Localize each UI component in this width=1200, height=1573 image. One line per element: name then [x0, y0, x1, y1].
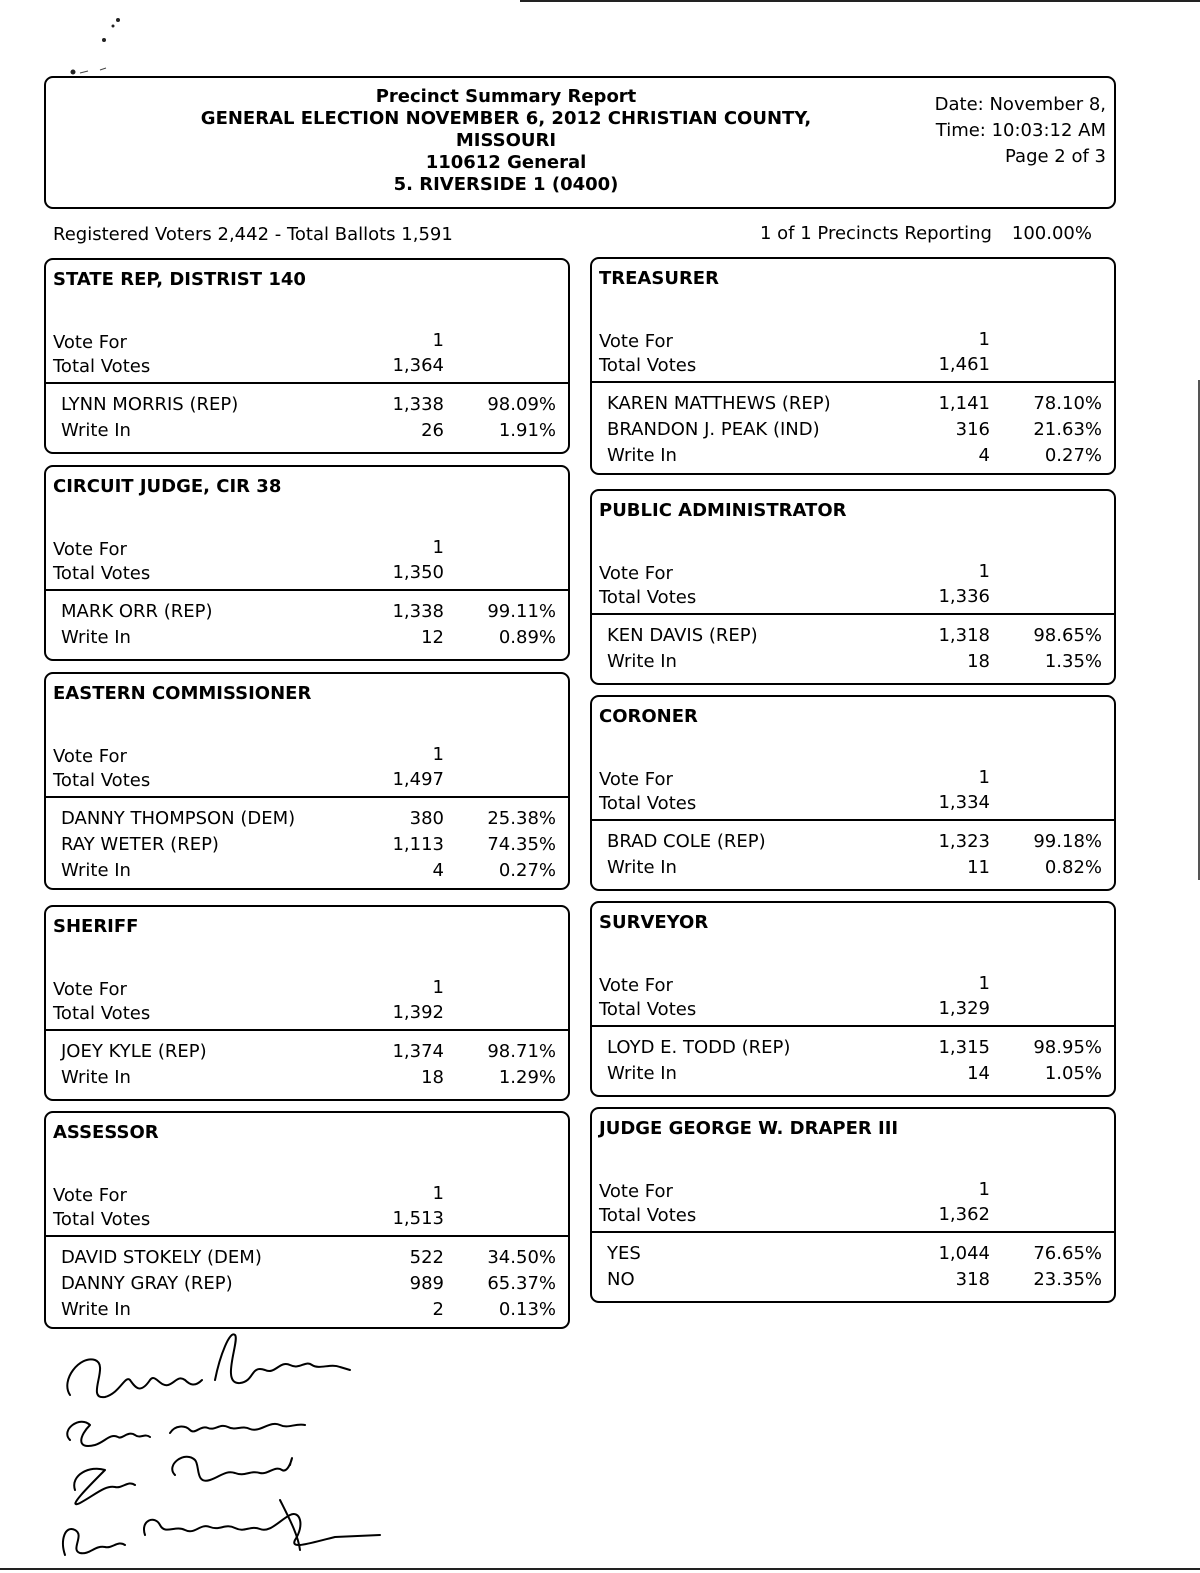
candidate-pct: 98.71%	[487, 1041, 556, 1062]
scan-edge-top	[520, 0, 1200, 2]
candidate-votes: 1,323	[938, 831, 990, 852]
total-votes-label: Total Votes	[599, 793, 697, 814]
candidate-votes: 318	[955, 1269, 990, 1290]
total-votes-label: Total Votes	[599, 1205, 697, 1226]
results-divider	[46, 796, 568, 798]
race-title: JUDGE GEORGE W. DRAPER III	[599, 1118, 899, 1139]
report-time: Time: 10:03:12 AM	[935, 120, 1106, 141]
candidate-name: Write In	[607, 651, 677, 672]
race-title: CORONER	[599, 706, 698, 727]
results-divider	[592, 381, 1114, 383]
candidate-pct: 1.35%	[1044, 651, 1102, 672]
candidate-votes: 14	[967, 1063, 990, 1084]
results-divider	[46, 382, 568, 384]
candidate-votes: 4	[978, 445, 990, 466]
total-votes-value: 1,336	[938, 586, 990, 607]
vote-for-label: Vote For	[53, 332, 127, 353]
candidate-votes: 1,141	[938, 393, 990, 414]
candidate-pct: 98.09%	[487, 394, 556, 415]
candidate-pct: 0.82%	[1044, 857, 1102, 878]
vote-for-value: 1	[432, 330, 444, 351]
candidate-votes: 1,338	[392, 601, 444, 622]
candidate-pct: 98.95%	[1033, 1037, 1102, 1058]
candidate-votes: 11	[967, 857, 990, 878]
candidate-name: YES	[607, 1243, 641, 1264]
total-votes-label: Total Votes	[53, 1003, 151, 1024]
candidate-pct: 0.13%	[498, 1299, 556, 1320]
candidate-votes: 18	[421, 1067, 444, 1088]
race-title: EASTERN COMMISSIONER	[53, 683, 312, 704]
candidate-name: Write In	[61, 1299, 131, 1320]
vote-for-label: Vote For	[599, 975, 673, 996]
candidate-pct: 65.37%	[487, 1273, 556, 1294]
candidate-pct: 25.38%	[487, 808, 556, 829]
candidate-name: BRAD COLE (REP)	[607, 831, 766, 852]
candidate-name: Write In	[61, 627, 131, 648]
candidate-pct: 0.89%	[498, 627, 556, 648]
candidate-pct: 0.27%	[498, 860, 556, 881]
candidate-votes: 1,315	[938, 1037, 990, 1058]
candidate-name: DAVID STOKELY (DEM)	[61, 1247, 262, 1268]
candidate-name: BRANDON J. PEAK (IND)	[607, 419, 820, 440]
race-box	[590, 901, 1116, 1097]
results-divider	[46, 1029, 568, 1031]
candidate-votes: 1,318	[938, 625, 990, 646]
vote-for-label: Vote For	[599, 563, 673, 584]
results-divider	[592, 1231, 1114, 1233]
report-meta	[916, 92, 1106, 170]
candidate-votes: 18	[967, 651, 990, 672]
candidate-pct: 98.65%	[1033, 625, 1102, 646]
total-votes-value: 1,497	[392, 769, 444, 790]
race-title: SHERIFF	[53, 916, 139, 937]
candidate-name: Write In	[61, 420, 131, 441]
candidate-pct: 1.29%	[498, 1067, 556, 1088]
vote-for-label: Vote For	[599, 769, 673, 790]
race-box	[44, 672, 570, 890]
candidate-name: Write In	[607, 1063, 677, 1084]
total-votes-label: Total Votes	[53, 563, 151, 584]
candidate-name: DANNY GRAY (REP)	[61, 1273, 233, 1294]
report-header	[44, 76, 1116, 209]
vote-for-label: Vote For	[599, 331, 673, 352]
page-number: Page 2 of 3	[1005, 146, 1106, 167]
total-votes-label: Total Votes	[53, 1209, 151, 1230]
vote-for-value: 1	[432, 744, 444, 765]
total-votes-value: 1,350	[392, 562, 444, 583]
total-votes-value: 1,364	[392, 355, 444, 376]
candidate-pct: 74.35%	[487, 834, 556, 855]
candidate-votes: 26	[421, 420, 444, 441]
candidate-name: DANNY THOMPSON (DEM)	[61, 808, 296, 829]
total-votes-value: 1,362	[938, 1204, 990, 1225]
results-divider	[592, 613, 1114, 615]
total-votes-value: 1,461	[938, 354, 990, 375]
race-title: PUBLIC ADMINISTRATOR	[599, 500, 847, 521]
results-divider	[46, 1235, 568, 1237]
candidate-pct: 1.05%	[1044, 1063, 1102, 1084]
race-title: CIRCUIT JUDGE, CIR 38	[53, 476, 282, 497]
candidate-pct: 34.50%	[487, 1247, 556, 1268]
race-title: SURVEYOR	[599, 912, 709, 933]
total-votes-value: 1,329	[938, 998, 990, 1019]
vote-for-label: Vote For	[53, 539, 127, 560]
results-divider	[46, 589, 568, 591]
total-votes-label: Total Votes	[599, 999, 697, 1020]
precincts-reporting-pct: 100.00%	[1011, 223, 1092, 244]
candidate-pct: 23.35%	[1033, 1269, 1102, 1290]
signature-block	[50, 1325, 410, 1565]
title-line: MISSOURI	[455, 130, 557, 151]
candidate-name: NO	[607, 1269, 635, 1290]
scan-edge-bottom	[0, 1568, 1200, 1570]
vote-for-value: 1	[978, 1179, 990, 1200]
vote-for-value: 1	[432, 1183, 444, 1204]
race-box	[590, 1107, 1116, 1303]
report-date: Date: November 8,	[934, 94, 1106, 115]
total-votes-label: Total Votes	[53, 356, 151, 377]
race-title: STATE REP, DISTRIST 140	[53, 269, 306, 290]
title-line: 5. RIVERSIDE 1 (0400)	[393, 174, 619, 195]
vote-for-value: 1	[978, 767, 990, 788]
total-votes-value: 1,513	[392, 1208, 444, 1229]
candidate-pct: 76.65%	[1033, 1243, 1102, 1264]
total-votes-label: Total Votes	[53, 770, 151, 791]
candidate-votes: 1,113	[392, 834, 444, 855]
candidate-name: Write In	[61, 860, 131, 881]
race-box	[590, 695, 1116, 891]
candidate-name: KEN DAVIS (REP)	[607, 625, 758, 646]
vote-for-value: 1	[978, 561, 990, 582]
candidate-name: Write In	[607, 857, 677, 878]
results-divider	[592, 819, 1114, 821]
candidate-votes: 1,374	[392, 1041, 444, 1062]
candidate-votes: 989	[409, 1273, 444, 1294]
candidate-votes: 316	[955, 419, 990, 440]
candidate-pct: 78.10%	[1033, 393, 1102, 414]
race-title: ASSESSOR	[53, 1122, 159, 1143]
title-line: GENERAL ELECTION NOVEMBER 6, 2012 CHRISTIAN COUNTY,	[200, 108, 812, 129]
title-line: Precinct Summary Report	[375, 86, 637, 107]
candidate-votes: 1,338	[392, 394, 444, 415]
candidate-pct: 99.18%	[1033, 831, 1102, 852]
race-box	[590, 489, 1116, 685]
vote-for-label: Vote For	[53, 1185, 127, 1206]
candidate-votes: 2	[432, 1299, 444, 1320]
candidate-votes: 1,044	[938, 1243, 990, 1264]
candidate-name: KAREN MATTHEWS (REP)	[607, 393, 831, 414]
report-title	[166, 86, 846, 196]
candidate-name: Write In	[607, 445, 677, 466]
race-box	[44, 905, 570, 1101]
vote-for-value: 1	[432, 537, 444, 558]
vote-for-label: Vote For	[53, 979, 127, 1000]
candidate-name: RAY WETER (REP)	[61, 834, 219, 855]
vote-for-value: 1	[432, 977, 444, 998]
precincts-reporting-label: 1 of 1 Precincts Reporting	[760, 223, 992, 244]
race-title: TREASURER	[599, 268, 719, 289]
candidate-votes: 522	[409, 1247, 444, 1268]
candidate-pct: 0.27%	[1044, 445, 1102, 466]
precincts-reporting	[760, 223, 1092, 244]
candidate-name: LOYD E. TODD (REP)	[607, 1037, 791, 1058]
total-votes-value: 1,392	[392, 1002, 444, 1023]
scan-specks	[68, 14, 138, 84]
race-box	[44, 258, 570, 454]
candidate-name: Write In	[61, 1067, 131, 1088]
title-line: 110612 General	[425, 152, 587, 173]
vote-for-value: 1	[978, 329, 990, 350]
vote-for-label: Vote For	[53, 746, 127, 767]
candidate-votes: 4	[432, 860, 444, 881]
race-box	[44, 1111, 570, 1329]
race-box	[44, 465, 570, 661]
race-box	[590, 257, 1116, 475]
candidate-pct: 99.11%	[487, 601, 556, 622]
total-votes-label: Total Votes	[599, 355, 697, 376]
candidate-name: JOEY KYLE (REP)	[61, 1041, 207, 1062]
vote-for-label: Vote For	[599, 1181, 673, 1202]
candidate-name: MARK ORR (REP)	[61, 601, 213, 622]
candidate-pct: 1.91%	[498, 420, 556, 441]
total-votes-value: 1,334	[938, 792, 990, 813]
results-divider	[592, 1025, 1114, 1027]
vote-for-value: 1	[978, 973, 990, 994]
total-votes-label: Total Votes	[599, 587, 697, 608]
candidate-votes: 380	[409, 808, 444, 829]
candidate-votes: 12	[421, 627, 444, 648]
candidate-pct: 21.63%	[1033, 419, 1102, 440]
candidate-name: LYNN MORRIS (REP)	[61, 394, 239, 415]
registered-voters: Registered Voters 2,442 - Total Ballots 1,591	[53, 224, 453, 245]
